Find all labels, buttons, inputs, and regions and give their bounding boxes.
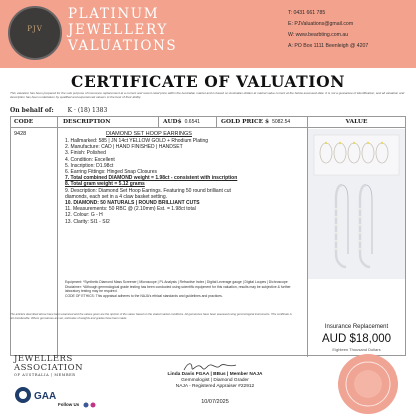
signer-block xyxy=(160,372,270,390)
list-item: 4. Condition: Excellent xyxy=(65,156,115,163)
list-item: 3. Finish: Polished xyxy=(65,150,106,157)
gaa-logo xyxy=(14,384,56,413)
signer-registration: NAJA - Registered Appraiser #22912 xyxy=(175,384,255,389)
certificate-title: CERTIFICATE OF VALUATION xyxy=(71,72,345,91)
contact-email: E: PJValuations@gmail.com xyxy=(288,21,354,27)
on-behalf-of xyxy=(10,107,107,114)
list-item: 5. Inscription: D1.98ct xyxy=(65,162,114,169)
on-behalf-value: K · (18) 1383 xyxy=(67,107,108,114)
footnote-text: The article/s described above have been examined and the values given are the opinion of the valuer based on the stated market conditions. All gemstones have been assessed using gemmological instruments. This certificate is not transferable. Where gemstones are set, estimates of weights and grades have been made. xyxy=(10,312,292,320)
list-item: diamonds, each set in a 4 claw basket setting. xyxy=(65,193,168,200)
facebook-icon[interactable] xyxy=(83,403,88,408)
header-band xyxy=(0,0,416,68)
disclaimer-note: Disclaimer: *Although gemmological grade testing has been conducted using scientific equipment for this valuation, results may be subjective & further laboratory testing may be required. xyxy=(65,284,291,294)
list-item: 13. Clarity: SI1 - SI2 xyxy=(65,218,110,225)
company-seal xyxy=(336,352,400,416)
list-item: 8. Total gram weight = 5.12 grams xyxy=(65,181,145,188)
gaa-emblem-icon xyxy=(14,384,56,408)
gold-price-header xyxy=(221,117,290,127)
association-line-2: ASSOCIATION xyxy=(14,363,84,373)
gaa-text: GAA xyxy=(34,391,56,402)
list-item: 12. Colour: G - H xyxy=(65,212,103,219)
valuation-date: 10/07/2025 xyxy=(201,399,229,405)
list-item: 10. DIAMOND: 50 NATURALS | ROUND BRILLIANT CUTS xyxy=(65,200,200,207)
aud-header xyxy=(163,117,200,127)
social-icons xyxy=(83,402,103,408)
item-details-list xyxy=(65,138,305,225)
item-code: 9428 xyxy=(14,131,27,137)
brand-line-1: PLATINUM xyxy=(68,6,160,22)
column-divider xyxy=(216,117,217,128)
on-behalf-label: On behalf of: xyxy=(10,107,54,114)
brand-line-2: JEWELLERY xyxy=(68,22,168,38)
aud-value: 0.6541 xyxy=(184,119,200,125)
brand-name xyxy=(68,6,177,54)
contact-address: A: PO Box 1111 Beenleigh @ 4207 xyxy=(288,43,369,49)
list-item: 11. Measurements: 50 RBC @ (2.10mm) Est. = 1.98ct total xyxy=(65,206,196,213)
list-item: 1. Hallmarked: 585 | JN 14ct YELLOW GOLD + Rhodium Plating xyxy=(65,138,209,144)
follow-us-text: Follow Us xyxy=(58,402,80,408)
amount-in-words: Eighteen Thousand Dollars xyxy=(332,347,381,352)
aud-label: AUD$ xyxy=(163,119,182,125)
equipment-note: Equipment: *Synthetic Diamond Mass Screener | Microscope | PL Analysis | Refractive Index | Digital Leverage gauge | Digital Loupes | Dichroscope xyxy=(65,280,288,284)
ethics-note: CODE OF ETHICS: This appraisal adheres to the NAJA's ethical standards and guidelines and practices. xyxy=(65,293,223,298)
gold-label: GOLD PRICE $ xyxy=(221,119,270,125)
earrings-image xyxy=(308,129,405,279)
replacement-label: Insurance Replacement xyxy=(324,324,389,330)
jewellers-association-logo xyxy=(14,355,83,378)
value-header: VALUE xyxy=(345,119,368,125)
follow-us-label xyxy=(58,402,103,408)
signer-name: Linda Davis FGAA | BBus | Member NAJA xyxy=(167,372,263,377)
valuation-disclaimer: This valuation has been prepared for the sole purpose of insurance replacement at a current and recent retail price within the Australian market and is based on Australian dollars at market value current at the below assessed date. It is not a guarantee of identification, and all valuation and description has been undertaken by qualified and experienced valuers to the best of their ability. xyxy=(10,91,405,99)
contact-web: W: www.bearbting.com.au xyxy=(288,32,349,38)
contact-phone: T: 0431 661 785 xyxy=(288,10,326,16)
column-divider xyxy=(158,117,159,128)
item-title: DIAMOND SET HOOP EARRINGS xyxy=(106,131,192,137)
description-header: DESCRIPTION xyxy=(63,119,111,125)
column-divider xyxy=(57,117,58,357)
valuation-amount: AUD $18,000 xyxy=(321,333,392,345)
list-item: 2. Manufacture: CAD | HAND FINISHED | HANDSET xyxy=(65,144,183,151)
seal-icon xyxy=(336,352,400,416)
list-item: 6. Earring Fittings: Hinged Snap Closures xyxy=(65,169,157,176)
logo-initials: PJV xyxy=(27,25,43,33)
instagram-icon[interactable] xyxy=(90,403,95,408)
code-header: CODE xyxy=(14,119,34,125)
association-subtitle: OF AUSTRALIA | MEMBER xyxy=(14,373,76,377)
company-logo xyxy=(8,6,62,60)
list-item: 9. Description: Diamond Set Hoop Earrings. Featuring 50 round brilliant cut xyxy=(65,187,231,194)
signer-title: Gemmologist | Diamond Grader xyxy=(181,378,249,383)
contact-details xyxy=(288,8,408,52)
earrings-photo xyxy=(308,129,405,279)
brand-line-3: VALUATIONS xyxy=(68,38,178,54)
list-item: 7. Total combined DIAMOND weight = 1.98ct - consistent with inscription xyxy=(65,175,238,182)
association-line-1: JEWELLERS xyxy=(14,354,73,364)
equipment-notes xyxy=(65,280,300,298)
gold-value: 5082.54 xyxy=(272,119,291,125)
